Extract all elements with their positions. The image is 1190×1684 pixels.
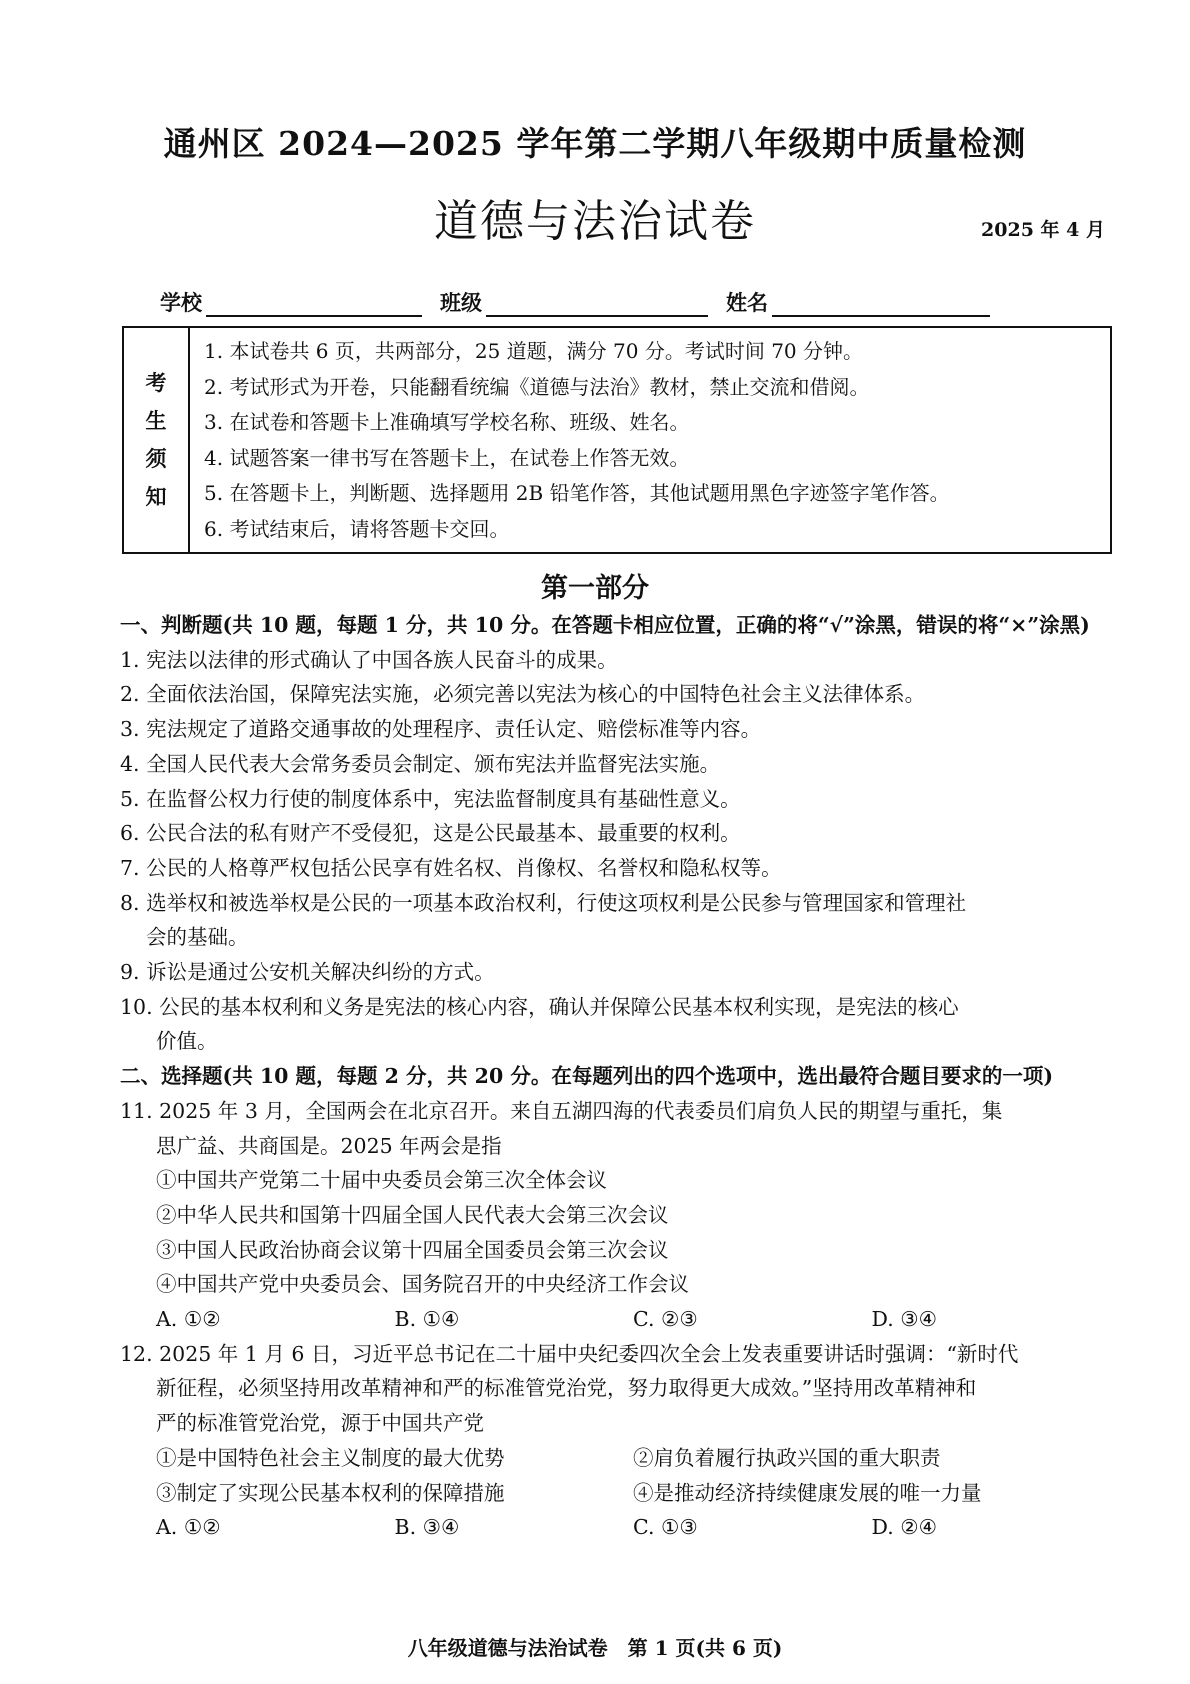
judge-question: 6. 公民合法的私有财产不受侵犯，这是公民最基本、最重要的权利。 [120, 821, 741, 846]
class-field[interactable] [486, 291, 708, 317]
judge-question-continued: 价值。 [156, 1029, 218, 1054]
notice-side-char: 知 [145, 484, 167, 509]
choice-d: D. ③④ [871, 1307, 937, 1332]
judge-question: 1. 宪法以法律的形式确认了中国各族人民奋斗的成果。 [120, 647, 618, 672]
question-12-choices [120, 1510, 1110, 1545]
question-12-option: ③制定了实现公民基本权利的保障措施 [156, 1480, 505, 1505]
choice-c: C. ①③ [633, 1515, 698, 1540]
judge-question: 10. 公民的基本权利和义务是宪法的核心内容，确认并保障公民基本权利实现，是宪法的核心 [120, 994, 959, 1019]
question-12-option: ①是中国特色社会主义制度的最大优势 [156, 1445, 505, 1470]
choice-d: D. ②④ [871, 1515, 937, 1540]
question-12-options-row [120, 1476, 1110, 1511]
question-11-option: ①中国共产党第二十届中央委员会第三次全体会议 [156, 1168, 607, 1193]
question-11-choices [120, 1302, 1110, 1337]
question-12-option: ④是推动经济持续健康发展的唯一力量 [633, 1480, 982, 1505]
notice-item: 2. 考试形式为开卷，只能翻看统编《道德与法治》教材，禁止交流和借阅。 [204, 374, 870, 399]
judge-section-heading: 一、判断题(共 10 题，每题 1 分，共 10 分。在答题卡相应位置，正确的将“√”涂黑，错误的将“×”涂黑) [120, 613, 1090, 637]
student-info-row [160, 287, 1080, 317]
notice-side-char: 生 [145, 408, 167, 433]
part-one-title: 第一部分 [541, 573, 649, 604]
notice-side-char: 须 [145, 446, 167, 471]
judge-question: 9. 诉讼是通过公安机关解决纠纷的方式。 [120, 960, 495, 985]
exam-title: 通州区 2024—2025 学年第二学期八年级期中质量检测 [163, 124, 1027, 163]
class-label: 班级 [440, 290, 482, 315]
notice-item: 5. 在答题卡上，判断题、选择题用 2B 铅笔作答，其他试题用黑色字迹签字笔作答。 [204, 481, 950, 505]
notice-side-label [124, 328, 190, 552]
question-11-option: ③中国人民政治协商会议第十四届全国委员会第三次会议 [156, 1237, 669, 1262]
notice-list [190, 328, 950, 552]
question-11-stem-continued: 思广益、共商国是。2025 年两会是指 [156, 1133, 502, 1158]
school-label: 学校 [160, 290, 202, 315]
choice-section-heading: 二、选择题(共 10 题，每题 2 分，共 20 分。在每题列出的四个选项中，选出最符合题目要求的一项) [120, 1064, 1054, 1089]
notice-item: 3. 在试卷和答题卡上准确填写学校名称、班级、姓名。 [204, 410, 690, 434]
question-11-stem: 11. 2025 年 3 月，全国两会在北京召开。来自五湖四海的代表委员们肩负人民的期望与重托，集 [120, 1098, 1003, 1123]
notice-item: 4. 试题答案一律书写在答题卡上，在试卷上作答无效。 [204, 445, 690, 470]
judge-question: 8. 选举权和被选举权是公民的一项基本政治权利，行使这项权利是公民参与管理国家和管理社 [120, 890, 967, 915]
exam-subtitle: 道德与法治试卷 [434, 196, 756, 247]
question-12-stem-continued: 严的标准管党治党，源于中国共产党 [156, 1411, 484, 1436]
judge-question: 5. 在监督公权力行使的制度体系中，宪法监督制度具有基础性意义。 [120, 786, 741, 811]
question-12-stem-continued: 新征程，必须坚持用改革精神和严的标准管党治党，努力取得更大成效。”坚持用改革精神和 [156, 1376, 977, 1401]
school-field[interactable] [206, 291, 422, 317]
question-12-options-row [120, 1441, 1110, 1476]
notice-side-char: 考 [145, 370, 167, 395]
judge-question-continued: 会的基础。 [146, 925, 249, 950]
judge-question: 4. 全国人民代表大会常务委员会制定、颁布宪法并监督宪法实施。 [120, 751, 721, 776]
choice-a: A. ①② [156, 1307, 221, 1332]
choice-c: C. ②③ [633, 1307, 698, 1332]
question-11-option: ②中华人民共和国第十四届全国人民代表大会第三次会议 [156, 1202, 669, 1227]
name-field[interactable] [772, 291, 990, 317]
exam-date: 2025 年 4 月 [981, 219, 1105, 241]
notice-item: 6. 考试结束后，请将答题卡交回。 [204, 516, 510, 541]
question-12-stem: 12. 2025 年 1 月 6 日，习近平总书记在二十届中央纪委四次全会上发表重要讲话时强调：“新时代 [120, 1341, 1019, 1366]
choice-b: B. ③④ [394, 1515, 460, 1540]
question-12-option: ②肩负着履行执政兴国的重大职责 [633, 1445, 941, 1470]
exam-notice-box [122, 326, 1112, 554]
choice-b: B. ①④ [394, 1307, 460, 1332]
judge-question: 3. 宪法规定了道路交通事故的处理程序、责任认定、赔偿标准等内容。 [120, 717, 762, 742]
notice-item: 1. 本试卷共 6 页，共两部分，25 道题，满分 70 分。考试时间 70 分钟。 [204, 339, 864, 363]
page-footer: 八年级道德与法治试卷 第 1 页(共 6 页) [407, 1636, 783, 1660]
judge-question: 2. 全面依法治国，保障宪法实施，必须完善以宪法为核心的中国特色社会主义法律体系。 [120, 682, 926, 707]
question-content [120, 608, 1110, 1545]
judge-question: 7. 公民的人格尊严权包括公民享有姓名权、肖像权、名誉权和隐私权等。 [120, 855, 782, 880]
name-label: 姓名 [726, 290, 768, 315]
question-11-option: ④中国共产党中央委员会、国务院召开的中央经济工作会议 [156, 1272, 689, 1297]
choice-a: A. ①② [156, 1515, 221, 1540]
